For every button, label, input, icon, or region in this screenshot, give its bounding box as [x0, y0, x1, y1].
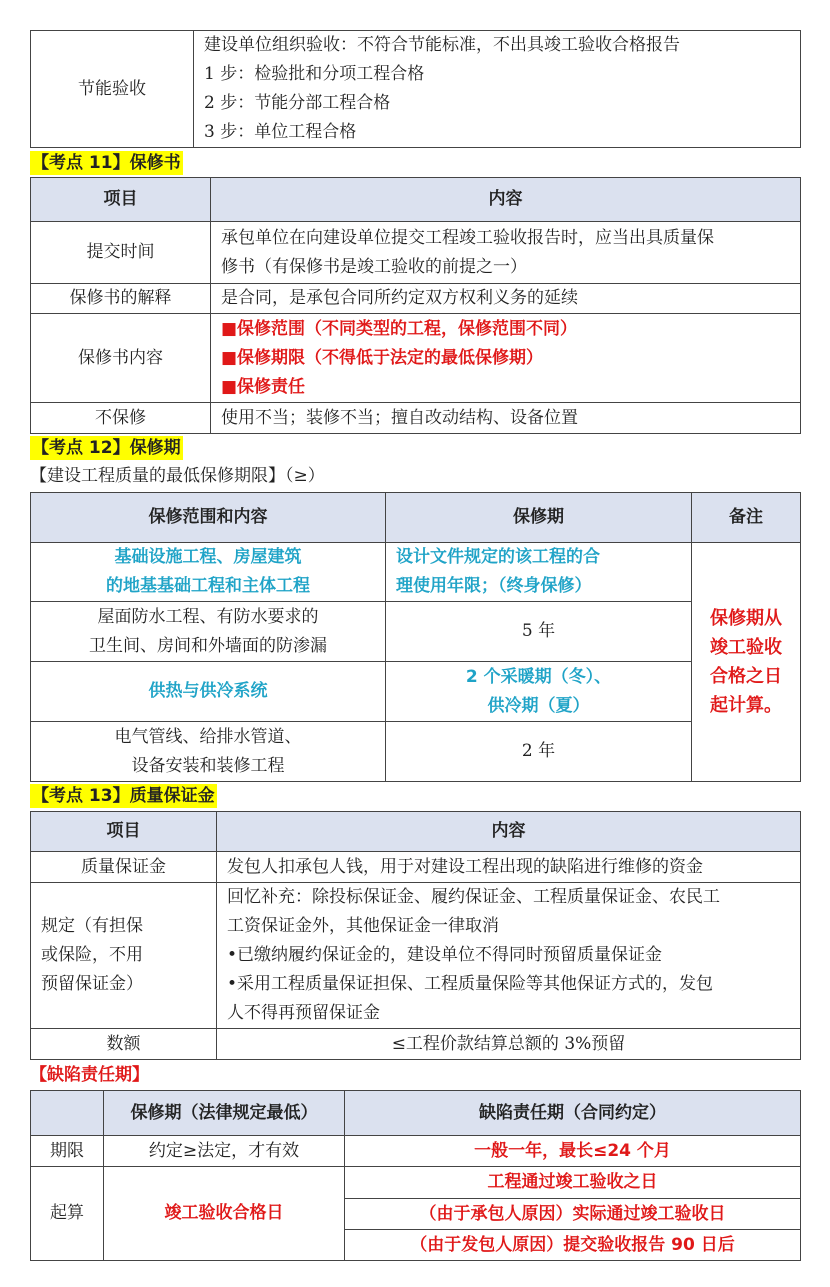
row-content: 一般一年，最长≤24 个月: [345, 1136, 801, 1167]
column-header: 保修期（法律规定最低）: [104, 1091, 345, 1136]
column-header: 项目: [31, 812, 217, 852]
text-line: ■保修期限（不得低于法定的最低保修期）: [221, 347, 544, 368]
scope-cell: 供热与供冷系统: [31, 662, 386, 722]
column-header: 缺陷责任期（合同约定）: [345, 1091, 801, 1136]
row-content: [211, 314, 801, 403]
row-content: （由于承包人原因）实际通过竣工验收日: [345, 1199, 801, 1230]
text-line: 预留保证金）: [41, 974, 143, 994]
warranty-period-table: [30, 492, 801, 782]
column-header: 保修范围和内容: [31, 493, 386, 543]
text-line: 起计算。: [710, 695, 782, 716]
row-content: 工程通过竣工验收之日: [345, 1167, 801, 1199]
period-cell: 5 年: [386, 602, 692, 662]
text-line: •已缴纳履约保证金的，建设单位不得同时预留质量保证金: [227, 945, 663, 965]
text-line: 供冷期（夏）: [487, 695, 590, 716]
row-content: [211, 222, 801, 284]
row-label: 提交时间: [31, 222, 211, 284]
text-line: 回忆补充：除投标保证金、履约保证金、工程质量保证金、农民工: [227, 887, 720, 907]
row-label: 保修书内容: [31, 314, 211, 403]
energy-line: 2 步：节能分部工程合格: [204, 93, 391, 113]
row-label: 数额: [31, 1029, 217, 1060]
text-line: 2 个采暖期（冬）、: [465, 666, 612, 687]
energy-line: 1 步：检验批和分项工程合格: [204, 64, 425, 84]
text-line: 的地基基础工程和主体工程: [106, 576, 310, 596]
defect-period-table: [30, 1090, 801, 1261]
row-content: 约定≥法定，才有效: [104, 1136, 345, 1167]
text-line: 规定（有担保: [41, 916, 143, 936]
row-content: [217, 883, 801, 1029]
row-content: 竣工验收合格日: [104, 1167, 345, 1261]
row-content: 是合同，是承包合同所约定双方权利义务的延续: [211, 284, 801, 314]
text-line: 合格之日: [710, 666, 782, 687]
text-line: 基础设施工程、房屋建筑: [114, 547, 302, 567]
column-header: 保修期: [386, 493, 692, 543]
row-content: 发包人扣承包人钱，用于对建设工程出现的缺陷进行维修的资金: [217, 852, 801, 883]
text-line: 设计文件规定的该工程的合: [396, 547, 600, 567]
row-label: 不保修: [31, 403, 211, 434]
column-header-empty: [31, 1091, 104, 1136]
row-content: ≤工程价款结算总额的 3%预留: [217, 1029, 801, 1060]
scope-cell: [31, 543, 386, 602]
energy-acceptance-content: [194, 31, 801, 148]
period-cell: [386, 543, 692, 602]
text-line: 或保险，不用: [41, 945, 143, 965]
text-line: 人不得再预留保证金: [227, 1003, 380, 1023]
section-heading-k12: 【考点 12】保修期: [32, 438, 181, 458]
energy-line: 3 步：单位工程合格: [204, 122, 357, 142]
column-header: 备注: [692, 493, 801, 543]
text-line: 屋面防水工程、有防水要求的: [97, 606, 319, 627]
scope-cell: [31, 602, 386, 662]
text-line: 电气管线、给排水管道、: [114, 726, 302, 747]
text-line: 保修期从: [710, 608, 782, 629]
section-heading-k13: 【考点 13】质量保证金: [32, 786, 215, 806]
period-cell: [386, 662, 692, 722]
section-heading-k11: 【考点 11】保修书: [32, 153, 181, 173]
text-line: ■保修责任: [221, 376, 306, 397]
text-line: 竣工验收: [710, 637, 782, 658]
text-line: 工资保证金外，其他保证金一律取消: [227, 916, 499, 936]
subheading: 【建设工程质量的最低保修期限】（≥）: [30, 466, 325, 486]
quality-deposit-table: [30, 811, 801, 1060]
row-label: [31, 883, 217, 1029]
text-line: 修书（有保修书是竣工验收的前提之一）: [221, 256, 527, 277]
energy-acceptance-label: 节能验收: [31, 31, 194, 148]
text-line: •采用工程质量保证担保、工程质量保险等其他保证方式的，发包: [227, 974, 714, 994]
text-line: 卫生间、房间和外墙面的防渗漏: [89, 635, 327, 656]
text-line: 理使用年限；（终身保修）: [396, 576, 592, 596]
period-cell: 2 年: [386, 722, 692, 782]
column-header: 项目: [31, 178, 211, 222]
text-line: ■保修范围（不同类型的工程，保修范围不同）: [221, 318, 578, 339]
row-label: 期限: [31, 1136, 104, 1167]
scope-cell: [31, 722, 386, 782]
row-content: （由于发包人原因）提交验收报告 90 日后: [345, 1230, 801, 1261]
note-cell: [692, 543, 801, 782]
energy-line: 建设单位组织验收：不符合节能标准，不出具竣工验收合格报告: [204, 35, 680, 55]
row-content: 使用不当；装修不当；擅自改动结构、设备位置: [211, 403, 801, 434]
row-label: 质量保证金: [31, 852, 217, 883]
text-line: 设备安装和装修工程: [131, 755, 285, 776]
defect-period-heading: 【缺陷责任期】: [30, 1065, 149, 1085]
row-label: 保修书的解释: [31, 284, 211, 314]
warranty-document-table: [30, 177, 801, 434]
energy-acceptance-table: [30, 30, 801, 148]
column-header: 内容: [211, 178, 801, 222]
text-line: 承包单位在向建设单位提交工程竣工验收报告时，应当出具质量保: [221, 227, 714, 248]
row-label: 起算: [31, 1167, 104, 1261]
column-header: 内容: [217, 812, 801, 852]
